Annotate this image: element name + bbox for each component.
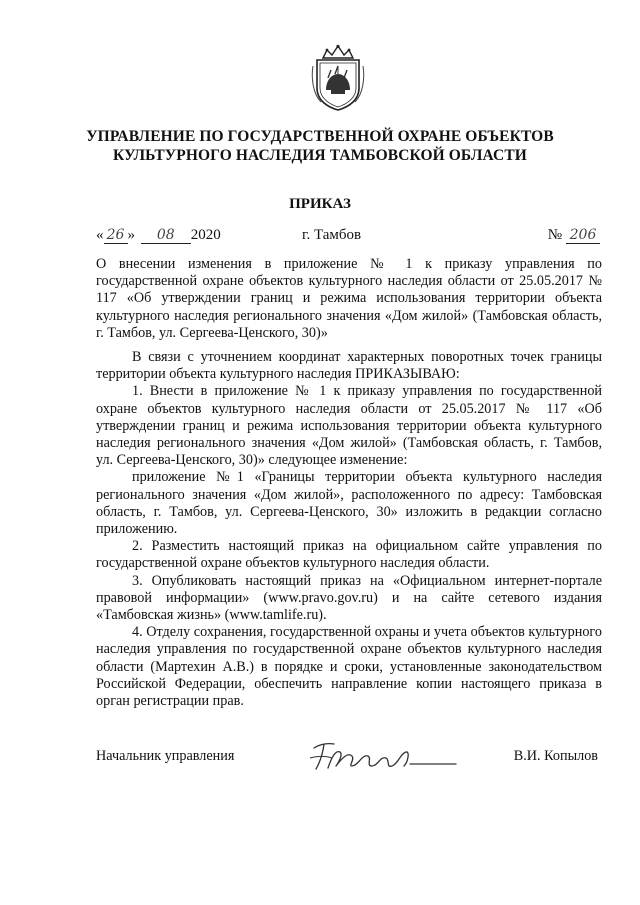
body-paragraph: 2. Разместить настоящий приказ на официальном сайте управления по государственной охране объектов культурного наследия области. xyxy=(96,538,602,572)
document-date xyxy=(96,227,221,244)
body-paragraph: приложение №1 «Границы территории объекта культурного наследия регионального значения «Дом жилой», расположенного по адресу: Тамбовская область, г. Тамбов, ул. Сергеева-Ценского, 30» изложить в редакции согласно приложению. xyxy=(96,469,602,538)
organization-name xyxy=(0,127,640,165)
date-year: 2020 xyxy=(190,227,221,243)
number-sign: № xyxy=(547,227,562,243)
document-meta xyxy=(96,227,600,249)
document-city: г. Тамбов xyxy=(302,227,362,243)
signer-title: Начальник управления xyxy=(96,748,235,764)
date-day-handwritten: 26 xyxy=(104,227,128,244)
handwritten-signature-icon xyxy=(306,738,466,774)
signature-block xyxy=(96,738,598,778)
body-paragraph: В связи с уточнением координат характерных поворотных точек границы территории объекта культурного наследия ПРИКАЗЫВАЮ: xyxy=(96,349,602,383)
body-paragraph: 1. Внести в приложение № 1 к приказу управления по государственной охране объектов культурного наследия области от 25.05.2017 № 117 «Об утверждении границ и режима использования территории объекта культурного наследия регионального значения «Дом жилой» (Тамбовская область, г. Тамбов, ул. Сергеева-Ценского, 30)» следующее изменение: xyxy=(96,383,602,469)
signer-name: В.И. Копылов xyxy=(513,748,598,764)
date-quote-open: « xyxy=(96,227,104,243)
body-paragraph: 3. Опубликовать настоящий приказ на «Официальном интернет-портале правовой информации» (www.pravo.gov.ru) и на сайте сетевого издания «Тамбовская жизнь» (www.tamlife.ru). xyxy=(96,572,602,624)
document-type: ПРИКАЗ xyxy=(289,196,351,212)
document-body xyxy=(96,349,602,710)
body-paragraph: 4. Отделу сохранения, государственной охраны и учета объектов культурного наследия управления по государственной охране объектов культурного наследия области (Мартехин А.В.) в порядке и сроки, установленные законодательством Российской Федерации, обеспечить направление копии настоящего приказа в орган регистрации прав. xyxy=(96,624,602,710)
organization-name-line-2: КУЛЬТУРНОГО НАСЛЕДИЯ ТАМБОВСКОЙ ОБЛАСТИ xyxy=(113,147,527,164)
number-handwritten: 206 xyxy=(566,227,600,244)
date-month-handwritten: 08 xyxy=(141,227,191,244)
document-number xyxy=(548,227,600,244)
document-subject: О внесении изменения в приложение № 1 к приказу управления по государственной охране объектов культурного наследия области от 25.05.2017 № 117 «Об утверждении границ и режима использования территории объекта культурного наследия регионального значения «Дом жилой» (Тамбовская область, г. Тамбов, ул. Сергеева-Ценского, 30)» xyxy=(96,256,602,341)
date-quote-close: » xyxy=(127,227,135,243)
tambov-coat-of-arms-icon xyxy=(311,44,365,112)
organization-name-line-1: УПРАВЛЕНИЕ ПО ГОСУДАРСТВЕННОЙ ОХРАНЕ ОБЪЕКТОВ xyxy=(86,128,554,145)
